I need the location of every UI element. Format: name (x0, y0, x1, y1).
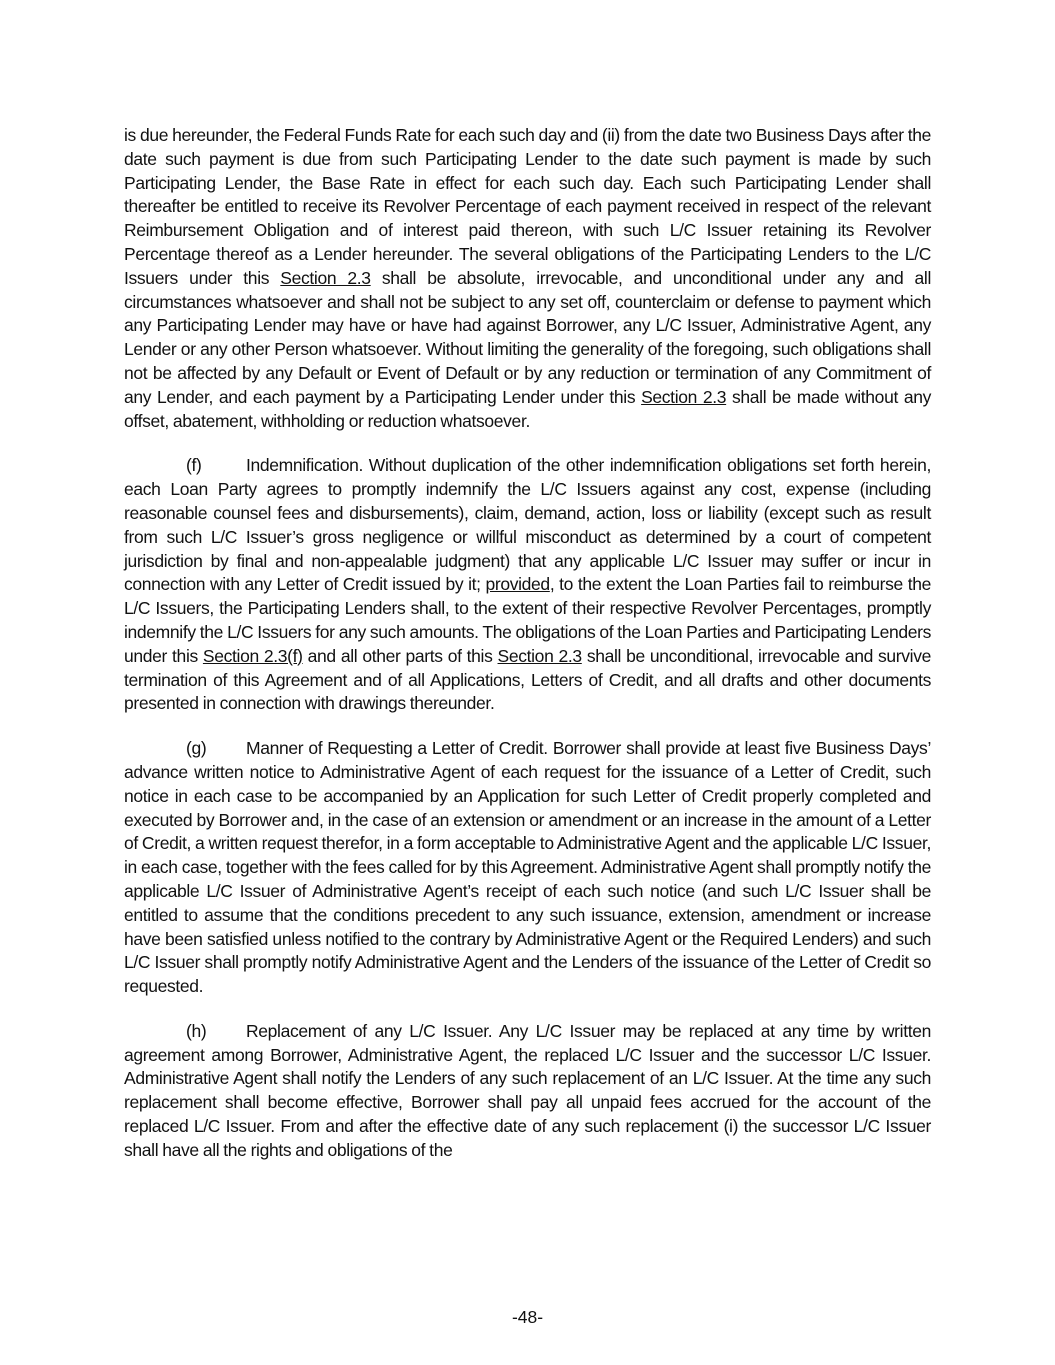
paragraph-continuation (124, 124, 931, 433)
paragraph-text: Manner of Requesting a Letter of Credit. Borrower shall provide at least five Business Days’ advance written notice to Administrative Agent of each request for the issuance of a Letter of Credit, such notice in each case to be accompanied by an Application for such Letter of Credit properly completed and executed by Borrower and, in the case of an extension or amendment or an increase in the amount of a Letter of Credit, a written request therefor, in a form acceptable to Administrative Agent and the applicable L/C Issuer, in each case, together with the fees called for by this Agreement. Administrative Agent shall promptly notify the applicable L/C Issuer of Administrative Agent’s receipt of each such notice (and such L/C Issuer shall be entitled to assume that the conditions precedent to any such issuance, extension, amendment or increase have been satisfied unless notified to the contrary by Administrative Agent or the Required Lenders) and such L/C Issuer shall promptly notify Administrative Agent and the Lenders of the issuance of the Letter of Credit so requested. (124, 738, 931, 997)
paragraph-text: shall be made without any offset, abatement, withholding or reduction whatsoever. (124, 386, 931, 431)
paragraph-text: shall be absolute, irrevocable, and unconditional under any and all circumstances whatsoever and shall not be subject to any set off, counterclaim or defense to payment which any Participating Lender may have or have had against Borrower, any L/C Issuer, Administrative Agent, any Lender or any other Person whatsoever. Without limiting the generality of the foregoing, such obligations shall not be affected by any Default or Event of Default or by any reduction or termination of any Commitment of any Lender, and each payment by a Participating Lender under this (124, 267, 931, 407)
paragraph-text: Indemnification. Without duplication of the other indemnification obligations set forth herein, each Loan Party agrees to promptly indemnify the L/C Issuers against any cost, expense (including reasonable counsel fees and disbursements), claim, demand, action, loss or liability (except such as result from such L/C Issuer’s gross negligence or willful misconduct as determined by a court of competent jurisdiction by final and non-appealable judgment) that any applicable L/C Issuer may suffer or incur in connection with any Letter of Credit issued by it; (124, 455, 931, 595)
page-number: -48- (511, 1307, 544, 1327)
paragraph-label: (h) (186, 1020, 207, 1041)
paragraph-f-indemnification (124, 454, 931, 716)
paragraph-text: shall be unconditional, irrevocable and survive termination of this Agreement and of all Applications, Letters of Credit, and all drafts and other documents presented in connection with drawings thereunder. (124, 645, 931, 714)
section-reference: Section 2.3 (641, 386, 727, 407)
section-reference: Section 2.3(f) (202, 645, 303, 666)
document-page (124, 124, 931, 1163)
paragraph-label: (f) (186, 455, 202, 476)
paragraph-text: and all other parts of this (302, 645, 498, 666)
paragraph-label: (g) (186, 738, 207, 759)
section-reference: Section 2.3 (497, 645, 582, 666)
provided-term: provided (485, 574, 550, 595)
paragraph-h-replacement (124, 1020, 931, 1163)
paragraph-text: Replacement of any L/C Issuer. Any L/C Issuer may be replaced at any time by written agreement among Borrower, Administrative Agent, the replaced L/C Issuer and the successor L/C Issuer. Administrative Agent shall notify the Lenders of any such replacement of an L/C Issuer. At the time any such replacement shall become effective, Borrower shall pay all unpaid fees accrued for the account of the replaced L/C Issuer. From and after the effective date of any such replacement (i) the successor L/C Issuer shall have all the rights and obligations of the (124, 1020, 931, 1160)
section-reference: Section 2.3 (280, 267, 371, 288)
paragraph-text: , to the extent the Loan Parties fail to reimburse the L/C Issuers, the Participating Lenders shall, to the extent of their respective Revolver Percentages, promptly indemnify the L/C Issuers for any such amounts. The obligations of the Loan Parties and Participating Lenders under this (124, 574, 931, 666)
paragraph-g-manner-of-requesting (124, 737, 931, 999)
paragraph-text: is due hereunder, the Federal Funds Rate for each such day and (ii) from the date two Business Days after the date such payment is due from such Participating Lender to the date such payment is made by such Participating Lender, the Base Rate in effect for each such day. Each such Participating Lender shall thereafter be entitled to receive its Revolver Percentage of each payment received in respect of the relevant Reimbursement Obligation and of interest paid thereon, with such L/C Issuer retaining its Revolver Percentage thereof as a Lender hereunder. The several obligations of the Participating Lenders to the L/C Issuers under this (124, 125, 931, 288)
